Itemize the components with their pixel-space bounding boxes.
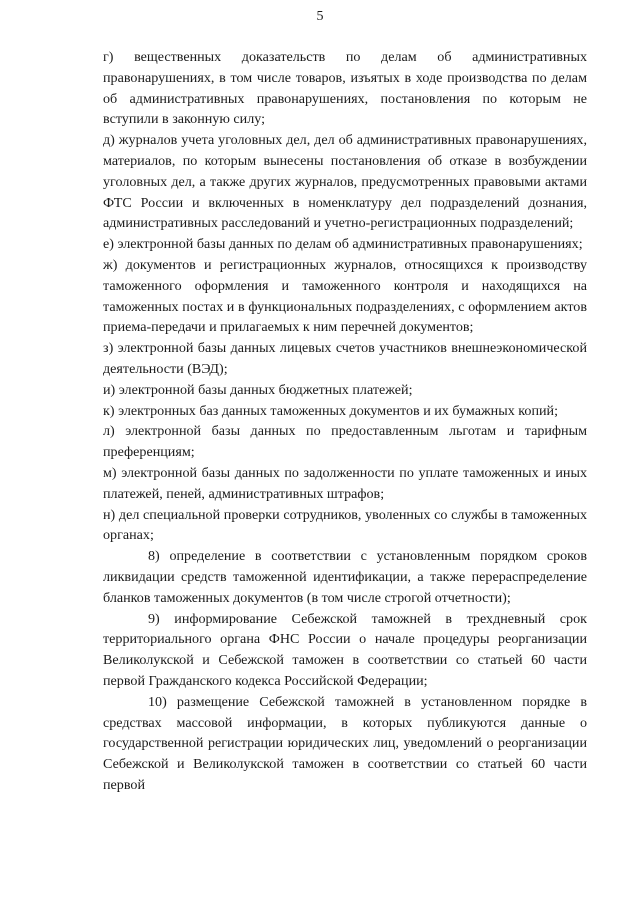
list-item-k: к) электронных баз данных таможенных документов и их бумажных копий; <box>103 402 558 419</box>
numbered-paragraph-8: 8) определение в соответствии с установленным порядком сроков ликвидации средств таможенной идентификации, а также перераспределение бланков таможенных документов (в том числе строгой отчетности); <box>103 548 587 606</box>
numbered-paragraph-10: 10) размещение Себежской таможней в установленном порядке в средствах массовой информации, в которых публикуются данные о государственной регистрации юридических лиц, уведомлений о реорганизации Себежской и Великолукской таможен в соответствии со статьей 60 части первой <box>103 693 587 793</box>
list-item-m: м) электронной базы данных по задолженности по уплате таможенных и иных платежей, пеней, административных штрафов; <box>103 464 587 502</box>
list-item-e: е) электронной базы данных по делам об административных правонарушениях; <box>103 236 583 253</box>
numbered-paragraph-9: 9) информирование Себежской таможней в трехдневный срок территориального органа ФНС России о начале процедуры реорганизации Великолукской и Себежской таможен в соответствии со статьей 60 части первой Гражданского кодекса Российской Федерации; <box>103 610 587 689</box>
list-item-zh: ж) документов и регистрационных журналов, относящихся к производству таможенного оформления и таможенного контроля и находящихся на таможенных постах и в функциональных подразделениях, с оформлением актов приема-передачи и прилагаемых к ним перечней документов; <box>103 256 587 336</box>
list-item-l: л) электронной базы данных по предоставленным льготам и тарифным преференциям; <box>103 423 587 461</box>
list-item-i: и) электронной базы данных бюджетных платежей; <box>103 381 413 398</box>
list-item-n: н) дел специальной проверки сотрудников, уволенных со службы в таможенных органах; <box>103 506 587 544</box>
page-number: 5 <box>316 9 324 24</box>
list-item-z: з) электронной базы данных лицевых счетов участников внешнеэкономической деятельности (ВЭД); <box>103 340 587 377</box>
list-item-d: д) журналов учета уголовных дел, дел об административных правонарушениях, материалов, по которым вынесены постановления об отказе в возбуждении уголовных дел, а также других журналов, предусмотренных правовыми актами ФТС России и включенных в номенклатуру дел подразделений дознания, административных расследований и учетно-регистрационных подразделений; <box>103 132 587 232</box>
list-item-g: г) вещественных доказательств по делам об административных правонарушениях, в том числе товаров, изъятых в ходе производства по делам об административных правонарушениях, постановления по которым не вступили в законную силу; <box>103 49 587 128</box>
document-body <box>103 47 587 796</box>
